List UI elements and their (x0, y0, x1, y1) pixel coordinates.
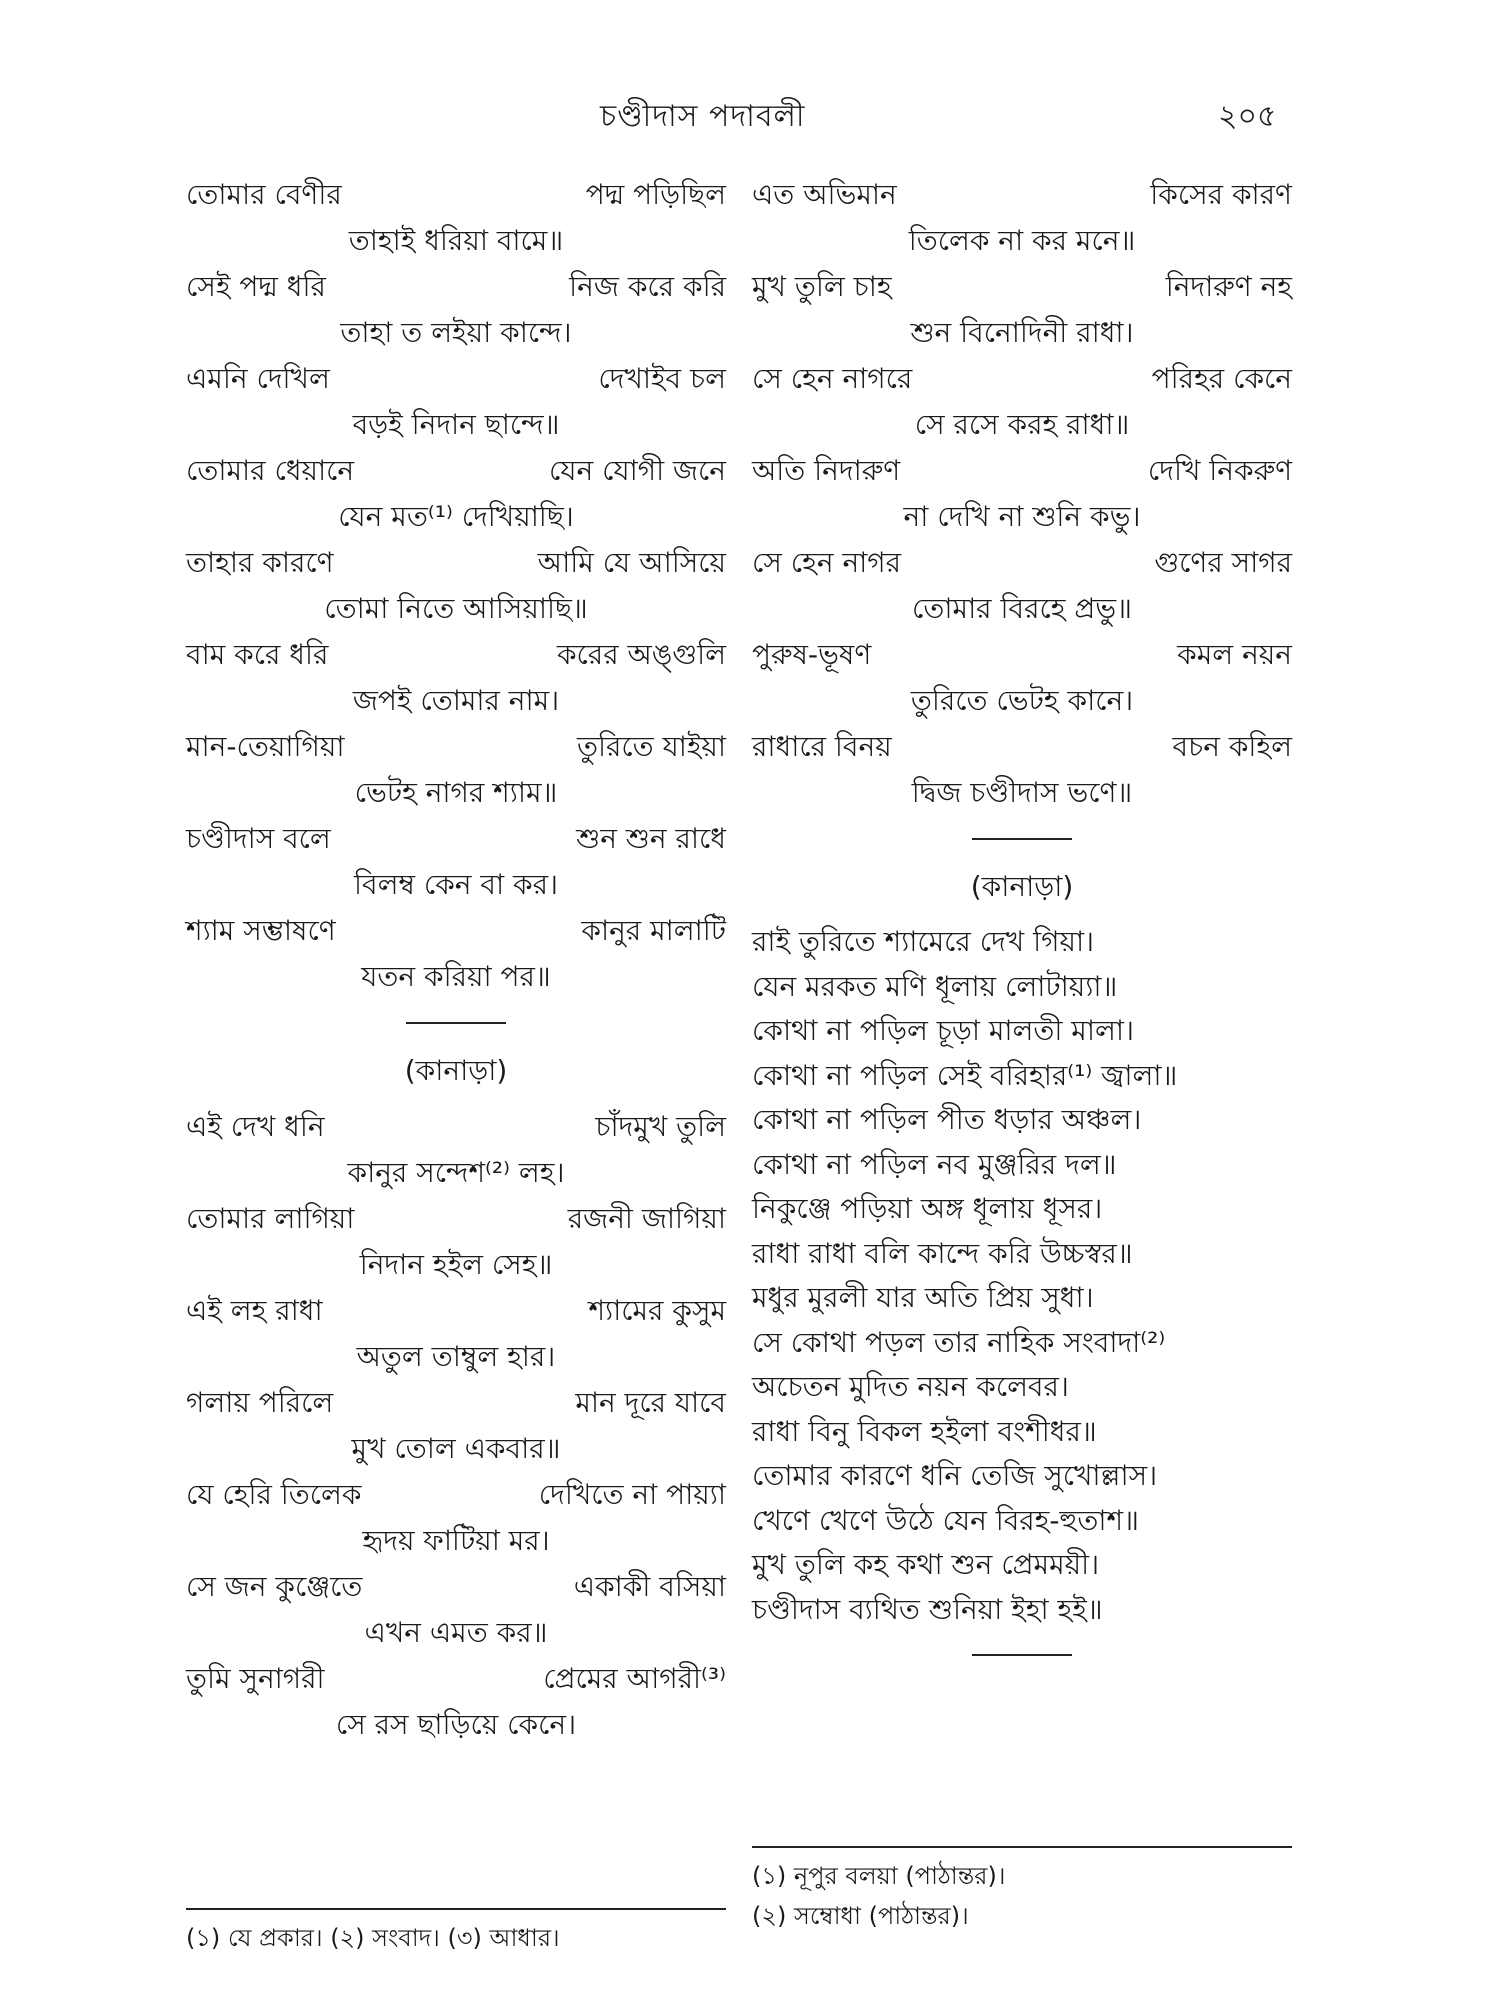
verse-phrase-second: শ্যামের কুসুম (588, 1294, 726, 1327)
verse-refrain: তোমা নিতে আসিয়াছি॥ (324, 592, 588, 625)
footnote-rule-left (186, 1908, 726, 1910)
verse-phrase-first: এই দেখ ধনি (186, 1110, 325, 1143)
verse-phrase-second: একাকী বসিয়া (573, 1570, 726, 1603)
section-divider (972, 1654, 1072, 1656)
verse-line (186, 1472, 726, 1518)
verse-line: কোথা না পড়িল সেই বরিহার⁽¹⁾ জ্বালা॥ (752, 1058, 1178, 1092)
verse-line: যেন মরকত মণি ধূলায় লোটায়্যা॥ (752, 969, 1118, 1003)
verse-phrase-first: তোমার লাগিয়া (186, 1202, 355, 1235)
verse-phrase-second: প্রেমের আগরী⁽³⁾ (543, 1662, 726, 1695)
verse-line (186, 448, 726, 494)
verse-phrase-second: কমল নয়ন (1177, 638, 1292, 671)
stanza (186, 1196, 726, 1288)
verse-refrain: তাহা ত লইয়া কান্দে। (340, 316, 572, 349)
verse-phrase-second: গুণের সাগর (1154, 546, 1292, 579)
verse-line (752, 540, 1292, 586)
verse-phrase-first: সেই পদ্ম ধরি (186, 270, 326, 303)
stanza (186, 908, 726, 1000)
page-number: ২০৫ (1218, 99, 1277, 134)
stanza (752, 448, 1292, 540)
verse-line (186, 632, 726, 678)
verse-phrase-first: সে জন কুঞ্জেতে (186, 1570, 363, 1603)
verse-line (752, 172, 1292, 218)
verse-line: কোথা না পড়িল চূড়া মালতী মালা। (752, 1014, 1134, 1047)
verse-refrain: যতন করিয়া পর॥ (361, 960, 551, 993)
verse-phrase-first: সে হেন নাগর (752, 546, 902, 579)
verse-phrase-second: দেখাইব চল (598, 362, 726, 395)
raga-heading: (কানাড়া) (970, 870, 1074, 903)
left-poem-1 (186, 172, 726, 1000)
stanza (752, 724, 1292, 816)
verse-line (186, 540, 726, 586)
verse-refrain: এখন এমত কর॥ (364, 1616, 548, 1649)
verse-refrain: না দেখি না শুনি কভু। (903, 500, 1141, 533)
footnote-right-1: (১) নূপুর বলয়া (পাঠান্তর)। (752, 1862, 1006, 1890)
verse-refrain: হৃদয় ফাটিয়া মর। (362, 1524, 550, 1557)
verse-phrase-first: তোমার বেণীর (186, 178, 342, 211)
verse-line: মধুর মুরলী যার অতি প্রিয় সুধা। (752, 1281, 1094, 1314)
section-divider (972, 838, 1072, 840)
verse-line: অচেতন মুদিত নয়ন কলেবর। (752, 1370, 1069, 1403)
verse-line (186, 1564, 726, 1610)
verse-line (186, 1380, 726, 1426)
verse-refrain: সে রস ছাড়িয়ে কেনে। (335, 1708, 577, 1741)
verse-refrain: কানুর সন্দেশ⁽²⁾ লহ। (347, 1156, 565, 1189)
verse-line (752, 632, 1292, 678)
verse-refrain: ভেটহ নাগর শ্যাম॥ (354, 776, 558, 809)
stanza (186, 1288, 726, 1380)
verse-phrase-first: গলায় পরিলে (186, 1386, 334, 1419)
verse-refrain: তাহাই ধরিয়া বামে॥ (348, 224, 564, 257)
verse-refrain: নিদান হইল সেহ॥ (359, 1248, 553, 1281)
verse-phrase-first: তুমি সুনাগরী (186, 1662, 325, 1695)
verse-line (186, 1196, 726, 1242)
stanza (186, 1564, 726, 1656)
stanza (186, 264, 726, 356)
verse-refrain: তিলেক না কর মনে॥ (908, 224, 1136, 257)
footnote-rule-right (752, 1846, 1292, 1848)
stanza (186, 1104, 726, 1196)
verse-phrase-second: নিজ করে করি (569, 270, 726, 303)
verse-refrain: যেন মত⁽¹⁾ দেখিয়াছি। (338, 500, 574, 533)
verse-phrase-second: বচন কহিল (1172, 730, 1292, 763)
verse-line: মুখ তুলি কহ কথা শুন প্রেমময়ী। (752, 1548, 1100, 1581)
stanza (752, 540, 1292, 632)
verse-line: রাধা রাধা বলি কান্দে করি উচ্চস্বর॥ (752, 1236, 1133, 1270)
stanza (752, 632, 1292, 724)
verse-line: নিকুঞ্জে পড়িয়া অঙ্গ ধূলায় ধূসর। (752, 1192, 1103, 1225)
verse-phrase-second: কিসের কারণ (1150, 178, 1292, 211)
verse-line (186, 1656, 726, 1702)
verse-phrase-second: কানুর মালাটি (581, 914, 726, 947)
stanza (752, 172, 1292, 264)
stanza (186, 1380, 726, 1472)
verse-phrase-second: দেখি নিকরুণ (1147, 454, 1292, 487)
stanza (186, 448, 726, 540)
verse-phrase-first: যে হেরি তিলেক (186, 1478, 362, 1511)
stanza (752, 264, 1292, 356)
right-poem-2 (752, 920, 1292, 1632)
stanza (186, 1472, 726, 1564)
verse-refrain: তোমার বিরহে প্রভু॥ (912, 592, 1132, 625)
verse-phrase-first: সে হেন নাগরে (752, 362, 913, 395)
page-title: চণ্ডীদাস পদাবলী (600, 99, 806, 134)
verse-line: তোমার কারণে ধনি তেজি সুখোল্লাস। (752, 1459, 1158, 1492)
verse-refrain: তুরিতে ভেটহ কানে। (910, 684, 1134, 717)
stanza (186, 356, 726, 448)
verse-phrase-first: মান-তেয়াগিয়া (186, 730, 345, 763)
verse-refrain: শুন বিনোদিনী রাধা। (910, 316, 1134, 349)
verse-phrase-second: করের অঙ্গুলি (556, 638, 726, 671)
right-poem-1 (752, 172, 1292, 816)
verse-line (752, 356, 1292, 402)
verse-phrase-first: মুখ তুলি চাহ (752, 270, 892, 303)
verse-phrase-second: শুন শুন রাধে (576, 822, 726, 855)
section-divider (406, 1022, 506, 1024)
verse-phrase-first: অতি নিদারুণ (752, 454, 901, 487)
verse-phrase-second: নিদারুণ নহ (1165, 270, 1292, 303)
verse-line (186, 1288, 726, 1334)
verse-phrase-second: মান দূরে যাবে (575, 1386, 726, 1419)
verse-line (186, 724, 726, 770)
verse-refrain: বিলম্ব কেন বা কর। (353, 868, 559, 901)
verse-line (186, 172, 726, 218)
stanza (186, 540, 726, 632)
raga-heading: (কানাড়া) (404, 1054, 508, 1087)
stanza (186, 816, 726, 908)
verse-line (186, 1104, 726, 1150)
verse-phrase-second: চাঁদমুখ তুলি (595, 1110, 726, 1143)
verse-phrase-second: তুরিতে যাইয়া (576, 730, 726, 763)
footnote-right-2: (২) সম্বোধা (পাঠান্তর)। (752, 1902, 969, 1930)
verse-refrain: অতুল তাম্বুল হার। (356, 1340, 556, 1373)
verse-line: খেণে খেণে উঠে যেন বিরহ-হুতাশ॥ (752, 1503, 1139, 1537)
verse-phrase-second: রজনী জাগিয়া (567, 1202, 726, 1235)
verse-line (752, 264, 1292, 310)
verse-phrase-first: এই লহ রাধা (186, 1294, 323, 1327)
verse-phrase-second: পরিহর কেনে (1151, 362, 1292, 395)
verse-line: সে কোথা পড়ল তার নাহিক সংবাদা⁽²⁾ (752, 1325, 1166, 1359)
verse-phrase-first: চণ্ডীদাস বলে (186, 822, 331, 855)
verse-line (186, 908, 726, 954)
verse-phrase-first: পুরুষ-ভূষণ (752, 638, 872, 671)
verse-refrain: জপই তোমার নাম। (352, 684, 560, 717)
verse-phrase-first: শ্যাম সম্ভাষণে (186, 914, 336, 947)
verse-line (186, 356, 726, 402)
verse-phrase-second: আমি যে আসিয়ে (537, 546, 726, 579)
verse-line: চণ্ডীদাস ব্যথিত শুনিয়া ইহা হই॥ (752, 1592, 1103, 1626)
verse-line: রাই তুরিতে শ্যামেরে দেখ গিয়া। (752, 925, 1095, 958)
left-poem-2 (186, 1104, 726, 1748)
right-column (752, 172, 1292, 1678)
verse-refrain: সে রসে করহ রাধা॥ (914, 408, 1130, 441)
stanza (186, 172, 726, 264)
stanza (186, 724, 726, 816)
stanza (186, 632, 726, 724)
verse-phrase-first: তাহার কারণে (186, 546, 334, 579)
verse-refrain: বড়ই নিদান ছান্দে॥ (352, 408, 560, 441)
verse-line: কোথা না পড়িল পীত ধড়ার অঞ্চল। (752, 1103, 1142, 1136)
verse-refrain: দ্বিজ চণ্ডীদাস ভণে॥ (911, 776, 1133, 809)
verse-phrase-second: পদ্ম পড়িছিল (585, 178, 726, 211)
verse-line (752, 724, 1292, 770)
verse-phrase-first: এত অভিমান (752, 178, 897, 211)
verse-line (752, 448, 1292, 494)
verse-phrase-second: দেখিতে না পায়্যা (538, 1478, 726, 1511)
verse-refrain: মুখ তোল একবার॥ (351, 1432, 561, 1465)
verse-line: রাধা বিনু বিকল হইলা বংশীধর॥ (752, 1414, 1097, 1448)
verse-phrase-first: তোমার ধেয়ানে (186, 454, 355, 487)
stanza (186, 1656, 726, 1748)
left-column (186, 172, 726, 1748)
verse-phrase-first: বাম করে ধরি (186, 638, 329, 671)
footnote-left: (১) যে প্রকার। (২) সংবাদ। (৩) আধার। (186, 1924, 560, 1952)
verse-phrase-first: এমনি দেখিল (186, 362, 330, 395)
verse-phrase-second: যেন যোগী জনে (549, 454, 726, 487)
verse-line (186, 816, 726, 862)
verse-line: কোথা না পড়িল নব মুঞ্জরির দল॥ (752, 1147, 1117, 1181)
verse-line (186, 264, 726, 310)
verse-phrase-first: রাধারে বিনয় (752, 730, 892, 763)
stanza (752, 356, 1292, 448)
